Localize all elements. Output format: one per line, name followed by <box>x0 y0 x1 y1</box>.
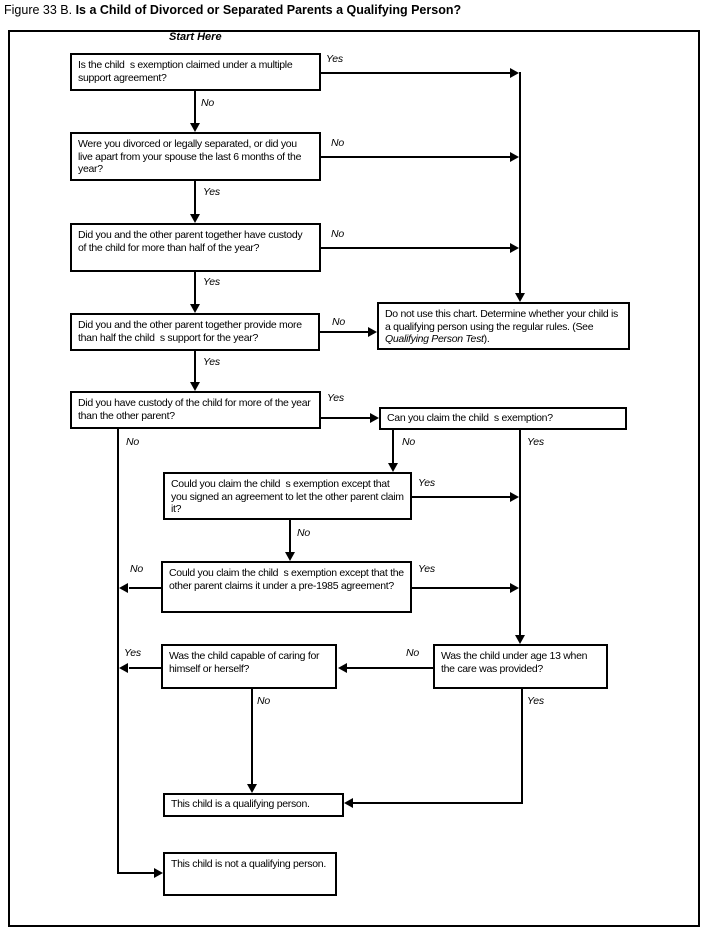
connector-line <box>519 72 521 295</box>
answer-label-no: No <box>126 436 140 448</box>
start-here-label: Start Here <box>169 31 222 43</box>
answer-label-no: No <box>130 563 144 575</box>
answer-label-no: No <box>201 97 215 109</box>
answer-label-no: No <box>331 137 345 149</box>
arrowhead <box>368 327 377 337</box>
connector-line <box>321 72 510 74</box>
connector-line <box>321 247 510 249</box>
instruction-text: Do not use this chart. Determine whether your child is a qualifying person using the regular rules. (See <box>385 308 621 333</box>
answer-label-no: No <box>332 316 346 328</box>
connector-line <box>321 156 510 158</box>
answer-label-yes: Yes <box>203 186 220 198</box>
connector-line <box>392 430 394 463</box>
arrowhead <box>510 492 519 502</box>
arrowhead <box>190 304 200 313</box>
answer-label-no: No <box>331 228 345 240</box>
answer-label-no: No <box>402 436 416 448</box>
question-multiple-support: Is the child s exemption claimed under a multiple support agreement? <box>70 53 321 91</box>
arrowhead <box>515 635 525 644</box>
connector-line <box>289 520 291 552</box>
connector-line <box>194 272 196 304</box>
connector-line <box>194 351 196 382</box>
arrowhead <box>190 214 200 223</box>
arrowhead <box>285 552 295 561</box>
arrowhead <box>119 663 128 673</box>
connector-line <box>129 667 161 669</box>
answer-label-yes: Yes <box>203 276 220 288</box>
connector-line <box>194 91 196 123</box>
arrowhead <box>388 463 398 472</box>
arrowhead <box>338 663 347 673</box>
connector-line <box>347 667 433 669</box>
connector-line <box>129 587 161 589</box>
connector-line <box>117 429 119 874</box>
connector-line <box>412 587 510 589</box>
connector-line <box>320 331 368 333</box>
arrowhead <box>190 123 200 132</box>
question-pre-1985-agreement: Could you claim the child s exemption except that the other parent claims it under a pre-1985 agreement? <box>161 561 412 613</box>
answer-label-yes: Yes <box>327 392 344 404</box>
arrowhead <box>247 784 257 793</box>
arrowhead <box>510 152 519 162</box>
arrowhead <box>154 868 163 878</box>
result-not-qualifying-person: This child is not a qualifying person. <box>163 852 337 896</box>
result-qualifying-person: This child is a qualifying person. <box>163 793 344 817</box>
question-support-together: Did you and the other parent together provide more than half the child s support for the year? <box>70 313 320 351</box>
connector-line <box>412 496 510 498</box>
arrowhead <box>510 583 519 593</box>
question-custody-more: Did you have custody of the child for more of the year than the other parent? <box>70 391 321 429</box>
question-can-claim-exemption: Can you claim the child s exemption? <box>379 407 627 430</box>
answer-label-yes: Yes <box>418 477 435 489</box>
answer-label-yes: Yes <box>203 356 220 368</box>
answer-label-yes: Yes <box>418 563 435 575</box>
answer-label-yes: Yes <box>527 695 544 707</box>
arrowhead <box>515 293 525 302</box>
answer-label-yes: Yes <box>527 436 544 448</box>
question-signed-agreement: Could you claim the child s exemption except that you signed an agreement to let the other parent claim it? <box>163 472 412 520</box>
arrowhead <box>119 583 128 593</box>
figure-title <box>4 3 461 17</box>
arrowhead <box>510 243 519 253</box>
figure-number: Figure 33 B. <box>4 3 76 17</box>
connector-line <box>521 689 523 804</box>
figure-title-text: Is a Child of Divorced or Separated Parents a Qualifying Person? <box>75 3 462 17</box>
question-divorced-or-separated: Were you divorced or legally separated, or did you live apart from your spouse the last 6 months of the year? <box>70 132 321 181</box>
instruction-do-not-use-chart <box>377 302 630 350</box>
answer-label-no: No <box>257 695 271 707</box>
answer-label-yes: Yes <box>326 53 343 65</box>
instruction-reference-italic: Qualifying Person Test <box>385 333 484 345</box>
arrowhead <box>190 382 200 391</box>
connector-line <box>519 430 521 635</box>
answer-label-no: No <box>406 647 420 659</box>
connector-line <box>321 417 370 419</box>
answer-label-no: No <box>297 527 311 539</box>
question-custody-together: Did you and the other parent together have custody of the child for more than half of the year? <box>70 223 321 272</box>
arrowhead <box>370 413 379 423</box>
connector-line <box>353 802 521 804</box>
question-under-age-13: Was the child under age 13 when the care was provided? <box>433 644 608 689</box>
connector-line <box>251 689 253 784</box>
connector-line <box>117 872 154 874</box>
question-child-capable: Was the child capable of caring for himself or herself? <box>161 644 337 689</box>
arrowhead <box>344 798 353 808</box>
connector-line <box>194 181 196 214</box>
answer-label-yes: Yes <box>124 647 141 659</box>
instruction-text-suffix: ). <box>483 333 490 345</box>
arrowhead <box>510 68 519 78</box>
